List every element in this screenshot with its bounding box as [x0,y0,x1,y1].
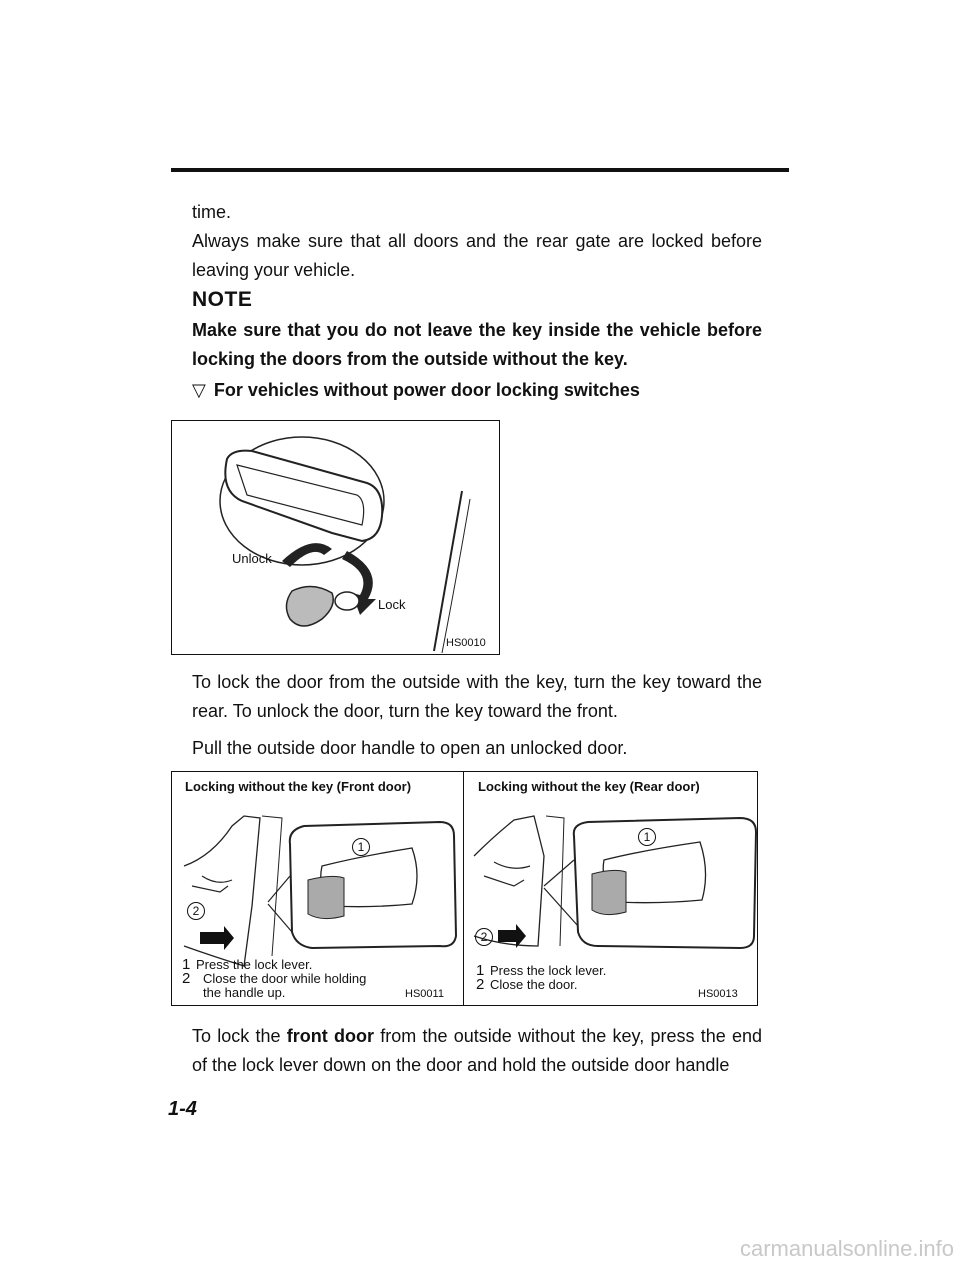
front-callout-2: 2 [187,902,205,920]
rear-step-2-text: Close the door. [490,977,578,992]
triangle-icon: ▽ [192,380,206,400]
subheading-text: For vehicles without power door locking switches [213,380,640,400]
front-step-2 [182,972,382,1000]
rear-callout-1: 1 [638,828,656,846]
intro-paragraph: Always make sure that all doors and the rear gate are locked before leaving your vehicle. [192,231,762,280]
rear-step-2 [476,978,577,992]
front-figure-code: HS0011 [405,988,444,1000]
front-step-1-number: 1 [182,956,191,973]
door-handle-illustration [172,421,499,654]
front-door-title: Locking without the key (Front door) [185,779,412,794]
front-step-2-text: Close the door while holding the handle up. [203,971,367,1000]
front-step-1-text: Press the lock lever. [196,957,313,972]
front-step-1 [182,958,312,972]
paragraph-front-door [192,1022,762,1080]
rear-step-1-text: Press the lock lever. [490,963,607,978]
paragraph-pull-handle: Pull the outside door handle to open an unlocked door. [192,738,628,758]
rear-step-1-number: 1 [476,962,485,979]
front-door-prefix: To lock the [192,1026,287,1046]
front-callout-1: 1 [352,838,370,856]
figure-key-lock [171,420,500,655]
figure-locking-without-key [171,771,758,1006]
subheading [192,376,640,405]
intro-line: time. [192,202,232,222]
figure-code: HS0010 [446,637,486,649]
top-rule [171,168,789,172]
rear-door-title: Locking without the key (Rear door) [478,779,700,794]
paragraph-lock-with-key: To lock the door from the outside with the key, turn the key toward the rear. To unlock the door, turn the key toward the front. [192,672,762,721]
unlock-label: Unlock [232,551,272,566]
page-number: 1-4 [168,1098,197,1120]
note-body: Make sure that you do not leave the key inside the vehicle before locking the doors from the outside without the key. [192,320,762,369]
lock-label: Lock [378,597,406,612]
rear-figure-code: HS0013 [698,988,738,1000]
rear-callout-2: 2 [475,928,493,946]
watermark: carmanualsonline.info [739,1236,954,1261]
rear-step-2-number: 2 [476,976,485,993]
rear-step-1 [476,964,606,978]
front-step-2-number: 2 [182,970,191,987]
front-door-suffix: from the outside without the key, press the end of the lock lever down on the door and hold the outside door handle [192,1026,763,1075]
note-heading: NOTE [192,288,253,311]
front-door-bold: front door [286,1026,374,1046]
